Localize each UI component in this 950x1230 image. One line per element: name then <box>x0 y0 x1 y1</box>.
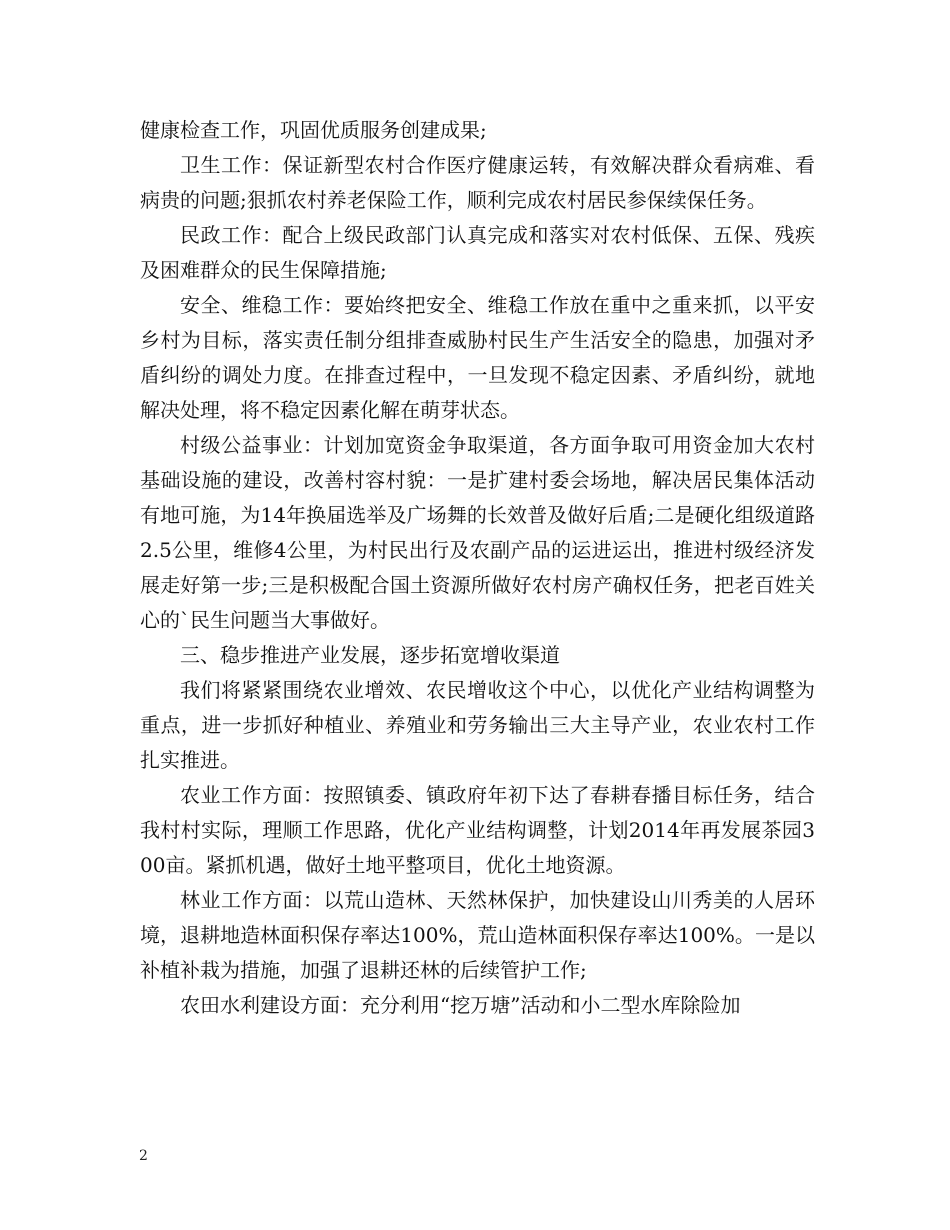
page-number: 2 <box>139 1148 148 1164</box>
section-heading: 三、稳步推进产业发展，逐步拓宽增收渠道 <box>180 643 560 667</box>
document-body <box>140 113 815 1023</box>
paragraph-5: 村级公益事业：计划加宽资金争取渠道，各方面争取可用资金加大农村基础设施的建设，改善村容村貌：一是扩建村委会场地，解决居民集体活动有地可施，为14年换届选举及广场舞的长效普及做好后盾;二是硬化组级道路2.5公里，维修4公里，为村民出行及农副产品的运进运出，推进村级经济发展走好第一步;三是积极配合国土资源所做好农村房产确权任务，把老百姓关心的`民生问题当大事做好。 <box>140 433 815 632</box>
paragraph-3: 民政工作：配合上级民政部门认真完成和落实对农村低保、五保、残疾及困难群众的民生保障措施; <box>140 223 815 282</box>
paragraph-10: 农田水利建设方面：充分利用“挖万塘”活动和小二型水库除险加 <box>180 993 741 1017</box>
paragraph-8: 农业工作方面：按照镇委、镇政府年初下达了春耕春播目标任务，结合我村村实际，理顺工作思路，优化产业结构调整，计划2014年再发展茶园300亩。紧抓机遇，做好土地平整项目，优化土地资源。 <box>140 783 815 877</box>
paragraph-4: 安全、维稳工作：要始终把安全、维稳工作放在重中之重来抓，以平安乡村为目标，落实责任制分组排查威胁村民生产生活安全的隐患，加强对矛盾纠纷的调处力度。在排查过程中，一旦发现不稳定因素、矛盾纠纷，就地解决处理，将不稳定因素化解在萌芽状态。 <box>140 293 815 422</box>
paragraph-1: 健康检查工作，巩固优质服务创建成果; <box>140 118 487 142</box>
paragraph-2: 卫生工作：保证新型农村合作医疗健康运转，有效解决群众看病难、看病贵的问题;狠抓农村养老保险工作，顺利完成农村居民参保续保任务。 <box>140 153 815 212</box>
paragraph-7: 我们将紧紧围绕农业增效、农民增收这个中心，以优化产业结构调整为重点，进一步抓好种植业、养殖业和劳务输出三大主导产业，农业农村工作扎实推进。 <box>140 678 815 772</box>
paragraph-9: 林业工作方面：以荒山造林、天然林保护，加快建设山川秀美的人居环境，退耕地造林面积保存率达100%，荒山造林面积保存率达100%。一是以补植补栽为措施，加强了退耕还林的后续管护工作; <box>140 888 815 982</box>
